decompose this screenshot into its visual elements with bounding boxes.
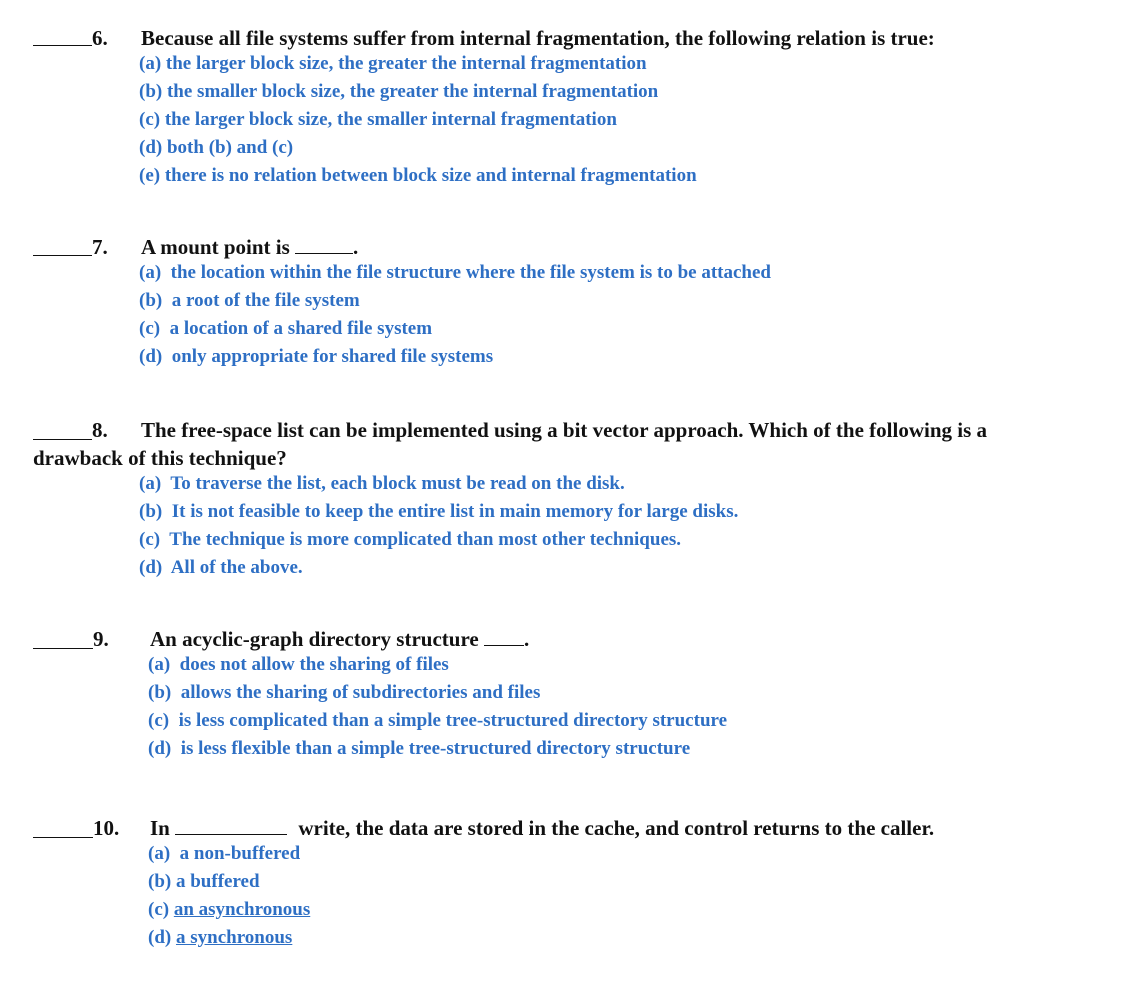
answer-blank-10[interactable] — [33, 837, 93, 838]
fill-in-blank[interactable] — [484, 628, 524, 646]
option-list — [148, 651, 727, 763]
option-b[interactable]: (b) a root of the file system — [139, 290, 360, 311]
option-a[interactable]: (a) does not allow the sharing of files — [148, 654, 449, 675]
option-c[interactable]: (c) the larger block size, the smaller internal fragmentation — [139, 109, 617, 130]
option-c[interactable]: (c) The technique is more complicated than most other techniques. — [139, 529, 682, 550]
question-stem — [141, 235, 358, 260]
option-list — [139, 50, 697, 190]
stem-text: In — [150, 816, 170, 840]
option-d[interactable]: (d) both (b) and (c) — [139, 137, 294, 158]
question-stem-continued: drawback of this technique? — [33, 446, 287, 470]
option-c[interactable]: (c) an asynchronous — [148, 899, 311, 920]
question-stem: The free-space list can be implemented using a bit vector approach. Which of the following is a — [141, 418, 988, 442]
answer-blank-9[interactable] — [33, 648, 93, 649]
question-number: 6. — [92, 26, 108, 50]
answer-blank-6[interactable] — [33, 45, 92, 46]
option-list — [148, 840, 310, 952]
answer-blank-7[interactable] — [33, 255, 92, 256]
fill-in-blank[interactable] — [175, 817, 287, 835]
stem-text: A mount point is — [141, 235, 290, 259]
option-d[interactable]: (d) a synchronous — [148, 927, 293, 948]
question-stem: Because all file systems suffer from internal fragmentation, the following relation is true: — [141, 26, 935, 50]
option-b[interactable]: (b) allows the sharing of subdirectories and files — [148, 682, 541, 703]
option-list — [139, 259, 771, 371]
option-a[interactable]: (a) To traverse the list, each block must be read on the disk. — [139, 473, 625, 494]
option-a[interactable]: (a) a non-buffered — [148, 843, 301, 864]
option-a[interactable]: (a) the larger block size, the greater the internal fragmentation — [139, 53, 647, 74]
option-list — [139, 470, 738, 582]
option-c[interactable]: (c) is less complicated than a simple tree-structured directory structure — [148, 710, 728, 731]
fill-in-blank[interactable] — [295, 236, 353, 254]
question-number: 9. — [93, 627, 109, 651]
option-b[interactable]: (b) the smaller block size, the greater the internal fragmentation — [139, 81, 659, 102]
question-stem — [150, 627, 529, 652]
option-e[interactable]: (e) there is no relation between block size and internal fragmentation — [139, 165, 697, 186]
stem-text: An acyclic-graph directory structure — [150, 627, 479, 651]
stem-end: . — [523, 627, 530, 651]
stem-rest: write, the data are stored in the cache, and control returns to the caller. — [298, 816, 935, 840]
option-b[interactable]: (b) It is not feasible to keep the entire list in main memory for large disks. — [139, 501, 739, 522]
answer-blank-8[interactable] — [33, 439, 92, 440]
option-d[interactable]: (d) All of the above. — [139, 557, 303, 578]
question-stem — [150, 816, 934, 841]
stem-end: . — [353, 235, 359, 259]
question-number: 10. — [93, 816, 120, 840]
option-d[interactable]: (d) only appropriate for shared file systems — [139, 346, 494, 367]
question-number: 8. — [92, 418, 108, 442]
option-d[interactable]: (d) is less flexible than a simple tree-structured directory structure — [148, 738, 691, 759]
question-number: 7. — [92, 235, 108, 259]
option-c[interactable]: (c) a location of a shared file system — [139, 318, 433, 339]
option-b[interactable]: (b) a buffered — [148, 871, 260, 892]
option-a[interactable]: (a) the location within the file structure where the file system is to be attached — [139, 262, 771, 283]
